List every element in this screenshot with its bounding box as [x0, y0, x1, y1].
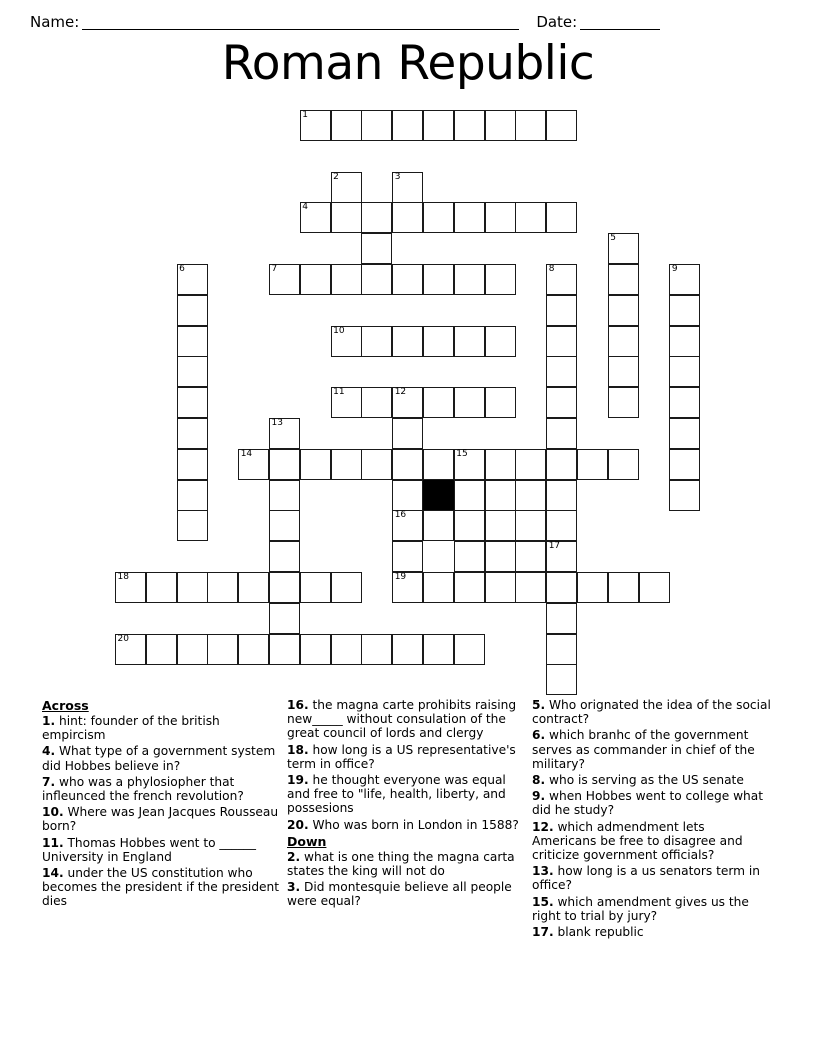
name-label: Name: [30, 13, 80, 31]
grid-cell[interactable] [546, 449, 577, 480]
grid-cell[interactable] [485, 264, 516, 295]
grid-cell-numbered-18[interactable] [115, 572, 146, 603]
grid-cell[interactable] [515, 572, 546, 603]
grid-cell[interactable] [608, 449, 639, 480]
clue-number: 15. [532, 894, 554, 909]
clue-number: 13. [532, 864, 554, 879]
grid-cell[interactable] [269, 541, 300, 572]
grid-cell-number: 13 [271, 418, 283, 428]
grid-cell-number: 2 [333, 171, 339, 182]
clue-number: 18. [287, 742, 309, 757]
clue-item-9 [532, 789, 772, 817]
clue-item-2 [287, 850, 527, 878]
clue-number: 16. [287, 698, 309, 712]
clue-columns [0, 698, 816, 941]
grid-cell[interactable] [546, 418, 577, 449]
grid-cell[interactable] [608, 264, 639, 295]
clue-text: under the US constitution who becomes the president if the president dies [42, 866, 280, 909]
grid-cell[interactable] [423, 202, 454, 233]
grid-cell[interactable] [454, 202, 485, 233]
grid-cell[interactable] [669, 387, 700, 418]
grid-cell[interactable] [269, 510, 300, 541]
grid-cell-numbered-19[interactable] [392, 572, 423, 603]
clue-number: 20. [287, 817, 309, 832]
clue-text: Thomas Hobbes went to ______ University in England [42, 835, 256, 864]
clue-text: Where was Jean Jacques Rousseau born? [42, 805, 279, 834]
grid-cell[interactable] [423, 387, 454, 418]
clue-item-20 [287, 818, 527, 832]
grid-cell-number: 4 [302, 202, 309, 213]
grid-cell-numbered-16[interactable] [392, 510, 423, 541]
grid-cell[interactable] [669, 449, 700, 480]
grid-cell[interactable] [269, 634, 300, 665]
clue-item-11 [42, 836, 282, 864]
clue-text: What type of a government system did Hobbes believe in? [42, 744, 276, 773]
grid-cell[interactable] [669, 326, 700, 357]
grid-cell[interactable] [485, 510, 516, 541]
grid-cell-number: 20 [117, 633, 129, 644]
clue-item-10 [42, 805, 282, 833]
clue-number: 12. [532, 819, 554, 834]
grid-cell[interactable] [331, 110, 362, 141]
grid-cell[interactable] [485, 387, 516, 418]
clue-number: 14. [42, 866, 64, 881]
grid-cell[interactable] [546, 295, 577, 326]
grid-cell[interactable] [361, 449, 392, 480]
grid-cell[interactable] [669, 356, 700, 387]
grid-cell[interactable] [300, 634, 331, 665]
grid-cell[interactable] [577, 449, 608, 480]
grid-cell[interactable] [392, 326, 423, 357]
clue-item-17 [532, 925, 772, 939]
grid-cell[interactable] [331, 264, 362, 295]
grid-cell[interactable] [546, 634, 577, 665]
grid-cell[interactable] [485, 449, 516, 480]
grid-cell-number: 9 [671, 264, 678, 274]
grid-cell[interactable] [300, 572, 331, 603]
clue-text: which branhc of the government serves as commander in chief of the military? [532, 728, 755, 771]
grid-cell-number: 19 [394, 572, 407, 582]
grid-cell-number: 12 [394, 387, 407, 398]
grid-cell-numbered-12[interactable] [392, 387, 423, 418]
clue-item-4 [42, 744, 282, 772]
clue-text: who is serving as the US senate [545, 773, 744, 788]
grid-cell[interactable] [423, 572, 454, 603]
grid-cell[interactable] [515, 449, 546, 480]
grid-cell-number: 1 [302, 110, 309, 120]
grid-cell[interactable] [423, 110, 454, 141]
grid-cell-number: 8 [548, 264, 555, 274]
grid-cell-blocked [423, 480, 454, 511]
grid-cell[interactable] [207, 572, 238, 603]
grid-cell[interactable] [546, 356, 577, 387]
clue-text: how long is a us senators term in office? [532, 864, 761, 893]
grid-cell-number: 5 [610, 233, 617, 244]
grid-cell-number: 16 [394, 510, 407, 521]
grid-cell[interactable] [454, 634, 485, 665]
grid-cell[interactable] [608, 326, 639, 357]
grid-cell[interactable] [392, 449, 423, 480]
grid-cell[interactable] [608, 387, 639, 418]
grid-cell[interactable] [669, 418, 700, 449]
grid-cell[interactable] [392, 110, 423, 141]
clue-item-15 [532, 895, 772, 923]
grid-cell[interactable] [392, 480, 423, 511]
grid-cell[interactable] [300, 449, 331, 480]
clue-text: how long is a US representative's term in office? [287, 742, 516, 771]
grid-cell[interactable] [177, 572, 208, 603]
grid-cell[interactable] [392, 634, 423, 665]
grid-cell[interactable] [177, 418, 208, 449]
clue-number: 17. [532, 925, 554, 940]
grid-cell-numbered-7[interactable] [269, 264, 300, 295]
clue-text: which amendment gives us the right to trial by jury? [532, 894, 749, 923]
grid-cell[interactable] [546, 572, 577, 603]
clue-text: Who was born in London in 1588? [308, 817, 519, 832]
clue-text: when Hobbes went to college what did he study? [532, 789, 764, 818]
grid-cell[interactable] [207, 634, 238, 665]
grid-cell-number: 14 [240, 448, 253, 459]
grid-cell-number: 7 [271, 264, 278, 274]
grid-cell-number: 18 [117, 572, 129, 582]
clue-item-18 [287, 743, 527, 771]
clue-text: he thought everyone was equal and free to "life, health, liberty, and possesions [287, 773, 506, 816]
grid-cell[interactable] [454, 572, 485, 603]
grid-cell[interactable] [177, 387, 208, 418]
grid-cell[interactable] [177, 449, 208, 480]
clue-text: Who orignated the idea of the social contract? [532, 698, 771, 727]
grid-cell[interactable] [485, 326, 516, 357]
clue-item-8 [532, 773, 772, 787]
grid-cell[interactable] [546, 326, 577, 357]
grid-cell[interactable] [423, 264, 454, 295]
grid-cell[interactable] [177, 295, 208, 326]
grid-cell[interactable] [546, 510, 577, 541]
grid-cell-number: 15 [456, 448, 468, 459]
grid-cell[interactable] [454, 326, 485, 357]
grid-cell[interactable] [238, 572, 269, 603]
grid-cell[interactable] [454, 264, 485, 295]
clue-item-19 [287, 773, 527, 816]
clue-number: 19. [287, 773, 309, 788]
grid-cell[interactable] [454, 110, 485, 141]
grid-cell[interactable] [515, 541, 546, 572]
clue-text: hint: founder of the british empircism [42, 714, 220, 743]
grid-cell[interactable] [361, 326, 392, 357]
grid-cell[interactable] [515, 480, 546, 511]
grid-cell[interactable] [546, 202, 577, 233]
grid-cell[interactable] [177, 634, 208, 665]
clue-number: 5. [532, 698, 546, 712]
grid-cell-numbered-10[interactable] [331, 326, 362, 357]
grid-cell[interactable] [577, 572, 608, 603]
clue-text: the magna carte prohibits raising new_____ without consulation of the great council of lords and clergy [287, 698, 517, 741]
grid-cell[interactable] [361, 110, 392, 141]
grid-cell[interactable] [361, 202, 392, 233]
grid-cell[interactable] [392, 202, 423, 233]
clue-number: 6. [532, 728, 546, 743]
clue-heading-down: Down [287, 833, 327, 849]
clue-number: 2. [287, 849, 301, 864]
grid-cell-numbered-17[interactable] [546, 541, 577, 572]
grid-cell[interactable] [608, 295, 639, 326]
grid-cell[interactable] [392, 541, 423, 572]
clue-number: 10. [42, 805, 64, 820]
clue-column-3 [532, 698, 772, 941]
clue-text: which admendment lets Americans be free to disagree and criticize government officials? [532, 819, 743, 863]
clue-item-13 [532, 864, 772, 892]
clue-item-3 [287, 880, 527, 908]
grid-cell-number: 6 [179, 264, 185, 274]
clue-heading-across: Across [42, 698, 89, 713]
clue-item-5 [532, 698, 772, 726]
grid-cell[interactable] [177, 510, 208, 541]
grid-cell[interactable] [485, 572, 516, 603]
clue-item-6 [532, 728, 772, 771]
grid-cell[interactable] [454, 541, 485, 572]
grid-cell[interactable] [454, 387, 485, 418]
grid-cell[interactable] [146, 634, 177, 665]
grid-cell[interactable] [177, 480, 208, 511]
grid-cell[interactable] [515, 202, 546, 233]
grid-cell[interactable] [608, 572, 639, 603]
grid-cell[interactable] [669, 295, 700, 326]
grid-cell[interactable] [669, 480, 700, 511]
clue-text: who was a phylosiopher that infleunced the french revolution? [42, 774, 244, 804]
clue-number: 9. [532, 789, 546, 804]
grid-cell[interactable] [423, 510, 454, 541]
grid-cell[interactable] [485, 110, 516, 141]
grid-cell[interactable] [515, 110, 546, 141]
grid-cell-numbered-1[interactable] [300, 110, 331, 141]
grid-cell-numbered-13[interactable] [269, 418, 300, 449]
grid-cell-numbered-4[interactable] [300, 202, 331, 233]
clue-item-16 [287, 698, 527, 741]
grid-cell[interactable] [361, 634, 392, 665]
grid-cell-numbered-15[interactable] [454, 449, 485, 480]
page-title: Roman Republic [221, 36, 595, 91]
grid-cell-numbered-20[interactable] [115, 634, 146, 665]
grid-cell[interactable] [331, 449, 362, 480]
grid-cell-number: 17 [548, 541, 561, 552]
grid-cell[interactable] [423, 326, 454, 357]
grid-cell[interactable] [546, 664, 577, 695]
grid-cell[interactable] [639, 572, 670, 603]
grid-cell-numbered-2[interactable] [331, 172, 362, 203]
grid-cell[interactable] [485, 202, 516, 233]
grid-cell-numbered-6[interactable] [177, 264, 208, 295]
date-label: Date: [536, 13, 578, 31]
clue-number: 4. [42, 744, 56, 759]
clue-number: 7. [42, 774, 56, 789]
clue-text: blank republic [553, 925, 644, 940]
grid-cell[interactable] [238, 634, 269, 665]
grid-cell[interactable] [485, 541, 516, 572]
grid-cell[interactable] [300, 264, 331, 295]
grid-cell[interactable] [423, 634, 454, 665]
clue-item-7 [42, 775, 282, 803]
grid-cell[interactable] [546, 480, 577, 511]
grid-cell[interactable] [546, 110, 577, 141]
clue-column-1 [42, 698, 282, 941]
grid-cell[interactable] [392, 418, 423, 449]
grid-cell-numbered-14[interactable] [238, 449, 269, 480]
grid-cell-numbered-3[interactable] [392, 172, 423, 203]
grid-cell[interactable] [269, 603, 300, 634]
grid-cell[interactable] [392, 264, 423, 295]
grid-cell-numbered-11[interactable] [331, 387, 362, 418]
clue-text: what is one thing the magna carta states the king will not do [287, 849, 515, 879]
clue-number: 3. [287, 880, 301, 895]
grid-cell[interactable] [269, 480, 300, 511]
grid-cell[interactable] [269, 572, 300, 603]
grid-cell[interactable] [177, 326, 208, 357]
clue-item-12 [532, 820, 772, 863]
grid-cell[interactable] [454, 480, 485, 511]
grid-cell-number: 3 [394, 171, 401, 182]
grid-cell[interactable] [608, 356, 639, 387]
clue-column-2 [287, 698, 527, 941]
grid-cell[interactable] [361, 387, 392, 418]
grid-cell[interactable] [331, 572, 362, 603]
grid-cell[interactable] [331, 202, 362, 233]
grid-cell[interactable] [361, 264, 392, 295]
grid-cell[interactable] [423, 449, 454, 480]
grid-cell-numbered-9[interactable] [669, 264, 700, 295]
clue-number: 11. [42, 835, 64, 850]
grid-cell[interactable] [485, 480, 516, 511]
grid-cell[interactable] [546, 387, 577, 418]
grid-cell-numbered-5[interactable] [608, 233, 639, 264]
grid-cell[interactable] [546, 603, 577, 634]
clue-number: 8. [532, 773, 546, 788]
grid-cell[interactable] [515, 510, 546, 541]
grid-cell-number: 10 [333, 325, 345, 336]
grid-cell-number: 11 [333, 387, 345, 398]
clue-item-14 [42, 866, 282, 909]
clue-item-1 [42, 714, 282, 742]
clue-text: Did montesquie believe all people were equal? [287, 880, 512, 909]
grid-cell[interactable] [146, 572, 177, 603]
grid-cell[interactable] [361, 233, 392, 264]
grid-cell[interactable] [269, 449, 300, 480]
grid-cell-numbered-8[interactable] [546, 264, 577, 295]
grid-cell[interactable] [331, 634, 362, 665]
grid-cell[interactable] [177, 356, 208, 387]
clue-number: 1. [42, 714, 56, 728]
grid-cell[interactable] [454, 510, 485, 541]
